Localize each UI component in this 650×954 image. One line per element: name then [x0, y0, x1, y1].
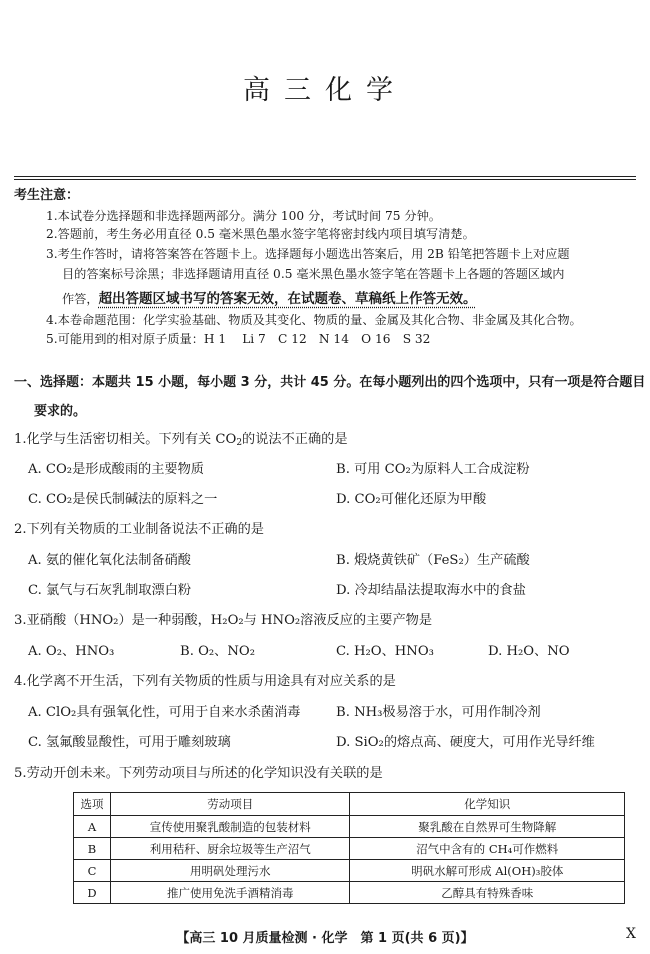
notice-item: 目的答案标号涂黑；非选择题请用直径 0.5 毫米黑色墨水签字笔在答题卡上各题的答题区域内 — [62, 267, 565, 281]
question-stem: 2.下列有关物质的工业制备说法不正确的是 — [14, 522, 264, 537]
subscript: 2 — [236, 438, 243, 448]
stem-part: 1.化学与生活密切相关。下列有关 CO — [14, 432, 237, 447]
option-d: D. CO₂可催化还原为甲酸 — [336, 492, 487, 507]
table-cell: 沼气中含有的 CH₄可作燃料 — [350, 838, 625, 860]
notice-text: 作答， — [62, 292, 99, 306]
table-cell: B — [74, 838, 111, 860]
table-cell: 明矾水解可形成 Al(OH)₃胶体 — [350, 860, 625, 882]
header-divider — [14, 176, 636, 177]
question-stem: 3.亚硝酸（HNO₂）是一种弱酸，H₂O₂与 HNO₂溶液反应的主要产物是 — [14, 613, 433, 628]
notice-item: 1.本试卷分选择题和非选择题两部分。满分 100 分，考试时间 75 分钟。 — [46, 209, 441, 223]
notice-heading: 考生注意： — [14, 188, 80, 203]
option-c: C. 氢氟酸显酸性，可用于雕刻玻璃 — [28, 735, 231, 750]
option-b: B. O₂、NO₂ — [180, 644, 255, 659]
page-title: 高三化学 — [243, 75, 407, 106]
table-header: 化学知识 — [350, 793, 625, 816]
table-header: 选项 — [74, 793, 111, 816]
option-b: B. 可用 CO₂为原料人工合成淀粉 — [336, 462, 530, 477]
option-a: A. CO₂是形成酸雨的主要物质 — [28, 462, 204, 477]
table-row — [74, 838, 625, 860]
option-c: C. CO₂是侯氏制碱法的原料之一 — [28, 492, 218, 507]
option-a: A. 氨的催化氧化法制备硝酸 — [28, 553, 191, 568]
footer-mark: X — [626, 926, 636, 942]
option-c: C. H₂O、HNO₃ — [336, 644, 434, 659]
notice-item: 5.可能用到的相对原子质量：H 1 Li 7 C 12 N 14 O 16 S 32 — [46, 332, 431, 346]
option-a: A. O₂、HNO₃ — [28, 644, 115, 659]
table-cell: 用明矾处理污水 — [110, 860, 350, 882]
option-c: C. 氯气与石灰乳制取漂白粉 — [28, 583, 192, 598]
question-stem — [14, 428, 348, 448]
option-b: B. NH₃极易溶于水，可用作制冷剂 — [336, 705, 541, 720]
notice-item: 3.考生作答时，请将答案答在答题卡上。选择题每小题选出答案后，用 2B 铅笔把答题卡上对应题 — [46, 247, 570, 261]
table-row — [74, 816, 625, 838]
table-cell: D — [74, 882, 111, 904]
stem-part: 的说法不正确的是 — [242, 432, 348, 447]
notice-item — [62, 287, 477, 307]
question-stem: 4.化学离不开生活，下列有关物质的性质与用途具有对应关系的是 — [14, 674, 396, 689]
table-cell: 乙醇具有特殊香味 — [350, 882, 625, 904]
page-footer: 【高三 10 月质量检测 · 化学 第 1 页(共 6 页)】 — [176, 931, 474, 946]
table-row — [74, 882, 625, 904]
table-row — [74, 860, 625, 882]
section-heading-cont: 要求的。 — [34, 404, 87, 419]
labor-table — [73, 792, 625, 904]
table-cell: 利用秸秆、厨余垃圾等生产沼气 — [110, 838, 350, 860]
option-b: B. 煅烧黄铁矿（FeS₂）生产硫酸 — [336, 553, 530, 568]
notice-emphasis: 超出答题区域书写的答案无效，在试题卷、草稿纸上作答无效。 — [98, 291, 477, 307]
header-divider — [14, 179, 636, 180]
option-a: A. ClO₂具有强氧化性，可用于自来水杀菌消毒 — [28, 705, 301, 720]
section-heading: 一、选择题：本题共 15 小题，每小题 3 分，共计 45 分。在每小题列出的四个选项中，只有一项是符合题目 — [14, 375, 646, 390]
table-cell: 宣传使用聚乳酸制造的包装材料 — [110, 816, 350, 838]
option-d: D. SiO₂的熔点高、硬度大，可用作光导纤维 — [336, 735, 595, 750]
notice-item: 4.本卷命题范围：化学实验基础、物质及其变化、物质的量、金属及其化合物、非金属及其化合物。 — [46, 313, 582, 327]
table-cell: 推广使用免洗手酒精消毒 — [110, 882, 350, 904]
question-stem: 5.劳动开创未来。下列劳动项目与所述的化学知识没有关联的是 — [14, 766, 383, 781]
table-cell: 聚乳酸在自然界可生物降解 — [350, 816, 625, 838]
notice-item: 2.答题前，考生务必用直径 0.5 毫米黑色墨水签字笔将密封线内项目填写清楚。 — [46, 227, 475, 241]
table-cell: A — [74, 816, 111, 838]
table-header-row — [74, 793, 625, 816]
option-d: D. H₂O、NO — [488, 644, 570, 659]
option-d: D. 冷却结晶法提取海水中的食盐 — [336, 583, 526, 598]
table-cell: C — [74, 860, 111, 882]
table-header: 劳动项目 — [110, 793, 350, 816]
